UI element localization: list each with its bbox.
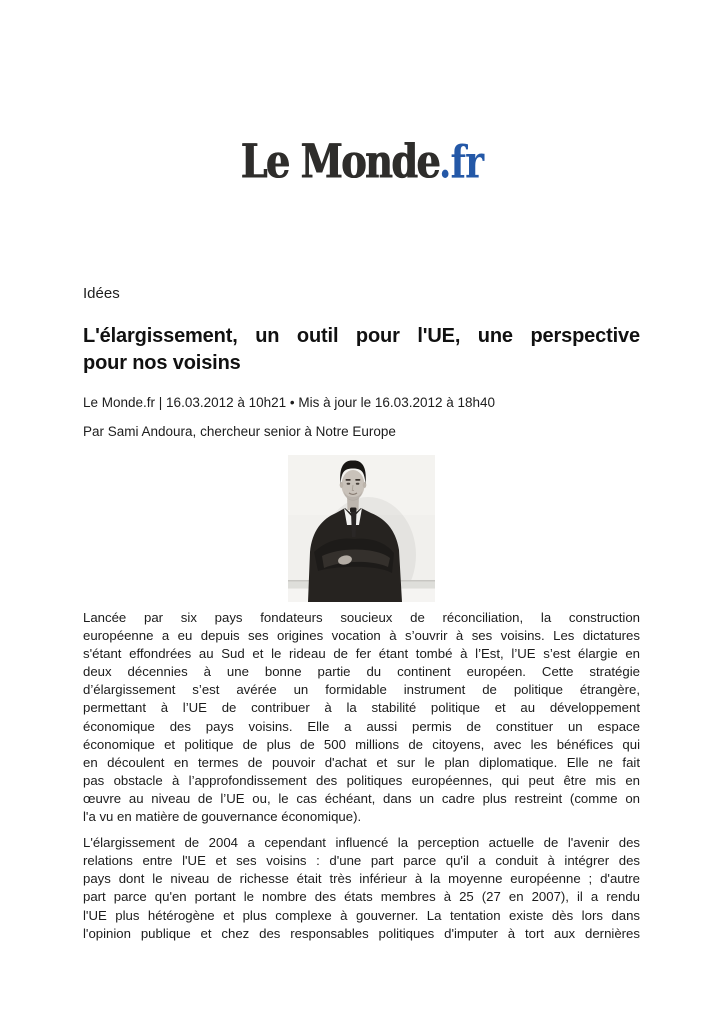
article-text-line: pays dont le niveau de richesse était très inférieur à la moyenne européenne ; d'autre	[83, 871, 640, 887]
article-body	[83, 609, 640, 951]
portrait-photo-image	[288, 455, 435, 602]
article-text-line: relations entre l'UE et ses voisins : d'une part parce qu'il a conduit à intégrer des	[83, 853, 640, 869]
logo-suffix: .fr	[439, 134, 484, 189]
article-text-line: économique des pays voisins. Elle a aussi permis de constituer un espace	[83, 718, 640, 734]
article-text-line: œuvre au niveau de l’UE ou, le cas échéant, dans un cadre plus restreint (comme on	[83, 790, 640, 806]
article-text-line: européenne a eu depuis ses origines vocation à s’ouvrir à ses voisins. Les dictatures	[83, 628, 640, 644]
article-paragraph	[83, 609, 640, 826]
section-label: Idées	[83, 285, 120, 302]
article-text-line: s'étant effondrées au Sud et le rideau de fer étant tombé à l’Est, l’UE s’est élargie en	[83, 646, 640, 662]
article-text-line: L'élargissement de 2004 a cependant influencé la perception actuelle de l'avenir des	[83, 835, 640, 851]
lemonde-logo-text	[241, 134, 484, 189]
article-text-line: l'UE plus hétérogène et plus complexe à gouverner. La tentation existe dès lors dans	[83, 907, 640, 923]
article-text-line: d’élargissement s’est avérée un formidable instrument de politique étrangère,	[83, 682, 640, 698]
article-text-line: part parce qu'en portant le nombre des états membres à 25 (27 en 2007), il a rendu	[83, 889, 640, 905]
article-text-line: l'a vu en matière de gouvernance économique).	[83, 809, 362, 825]
article-title-line: L'élargissement, un outil pour l'UE, une perspective	[83, 325, 640, 347]
article-text-line: économique et politique de plus de 500 millions de citoyens, avec les bénéfices qui	[83, 736, 640, 752]
article-text-line: l'opinion publique et chez des responsables politiques d'imputer à tort aux dernières	[83, 925, 640, 941]
article-text-line: permettant à l’UE de contribuer à la stabilité politique et au développement	[83, 700, 640, 716]
article-author: Par Sami Andoura, chercheur senior à Notre Europe	[83, 424, 396, 439]
article-text-line: Lancée par six pays fondateurs soucieux de réconciliation, la construction	[83, 610, 640, 625]
logo-main-text: Le Monde	[240, 133, 440, 190]
article-text-line: en découlent en termes de pouvoir d'achat et sur le plan diplomatique. Elle ne fait	[83, 754, 640, 770]
article-title	[83, 323, 640, 377]
article-text-line: pas obstacle à l’approfondissement des politiques européennes, qui peut être mis en	[83, 772, 640, 788]
article-paragraph	[83, 834, 640, 943]
article-title-line: pour nos voisins	[83, 352, 241, 374]
portrait-photo	[288, 455, 435, 602]
article-byline: Le Monde.fr | 16.03.2012 à 10h21 • Mis à jour le 16.03.2012 à 18h40	[83, 395, 496, 410]
article-text-line: deux décennies à une bonne partie du continent européen. Cette stratégie	[83, 664, 640, 680]
lemonde-logo	[0, 133, 724, 190]
